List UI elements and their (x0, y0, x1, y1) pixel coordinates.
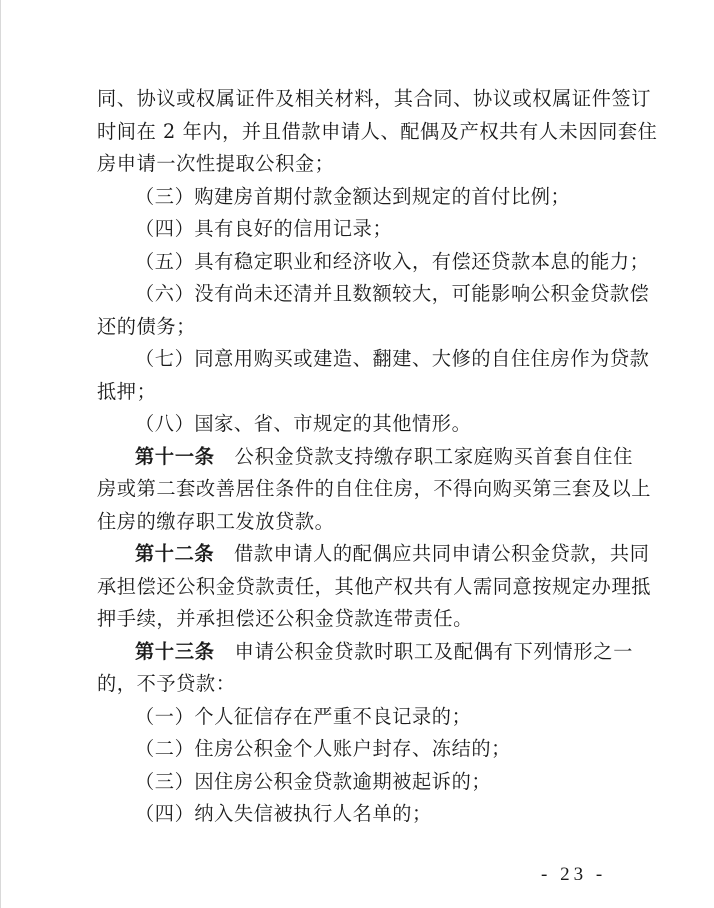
text-line (97, 376, 633, 409)
line-text: 住房的缴存职工发放贷款。 (97, 509, 335, 533)
line-text: 的，不予贷款： (97, 672, 236, 695)
text-line (97, 343, 650, 376)
text-line (97, 506, 633, 539)
text-line (97, 798, 633, 831)
line-text: （七）同意用购买或建造、翻建、大修的自住住房作为贷款 (135, 347, 650, 370)
text-line (97, 148, 633, 181)
page-number: - 23 - (541, 864, 607, 885)
line-text: （六）没有尚未还清并且数额较大，可能影响公积金贷款偿 (135, 282, 650, 305)
text-line (97, 116, 658, 149)
line-text: 时间在 2 年内，并且借款申请人、配偶及产权共有人未因同套住 (97, 119, 658, 143)
text-line (97, 441, 633, 474)
line-text: （二）住房公积金个人账户封存、冻结的； (135, 737, 511, 760)
line-text: （五）具有稳定职业和经济收入，有偿还贷款本息的能力； (135, 249, 650, 273)
text-line (97, 701, 633, 734)
line-text: 还的债务； (97, 314, 196, 338)
line-text: 同、协议或权属证件及相关材料，其合同、协议或权属证件签订 (97, 87, 652, 110)
text-line (97, 571, 652, 604)
article-heading: 第十一条 (135, 444, 215, 468)
line-text: 抵押； (97, 379, 157, 403)
text-line (97, 636, 633, 669)
line-text: 押手续，并承担偿还公积金贷款连带责任。 (97, 607, 473, 630)
line-text: （一）个人征信存在严重不良记录的； (135, 704, 472, 728)
line-text: 申请公积金贷款时职工及配偶有下列情形之一 (234, 639, 633, 663)
text-line (97, 278, 650, 311)
text-line (97, 83, 652, 116)
line-text: 公积金贷款支持缴存职工家庭购买首套自住住 (234, 444, 633, 468)
text-line (97, 473, 652, 506)
article-heading: 第十三条 (135, 639, 215, 663)
text-line (97, 311, 633, 344)
article-heading: 第十二条 (135, 542, 215, 565)
line-text: 房或第二套改善居住条件的自住住房，不得向购买第三套及以上 (97, 477, 652, 500)
text-line (97, 181, 633, 214)
text-line (97, 538, 650, 571)
line-text: （四）具有良好的信用记录； (135, 217, 393, 240)
line-text: 承担偿还公积金贷款责任，其他产权共有人需同意按规定办理抵 (97, 574, 652, 598)
line-text: （八）国家、省、市规定的其他情形。 (135, 412, 472, 435)
text-line (97, 408, 633, 441)
line-text: （三）因住房公积金贷款逾期被起诉的； (135, 769, 492, 793)
line-text: （四）纳入失信被执行人名单的； (135, 802, 432, 825)
text-line (97, 603, 633, 636)
text-line (97, 766, 633, 799)
line-text: 房申请一次性提取公积金； (97, 152, 335, 175)
document-body (97, 83, 658, 831)
line-text: （三）购建房首期付款金额达到规定的首付比例； (135, 184, 571, 208)
text-line (97, 733, 633, 766)
text-line (97, 213, 633, 246)
text-line (97, 668, 633, 701)
line-text: 借款申请人的配偶应共同申请公积金贷款，共同 (233, 542, 650, 565)
text-line (97, 246, 650, 279)
